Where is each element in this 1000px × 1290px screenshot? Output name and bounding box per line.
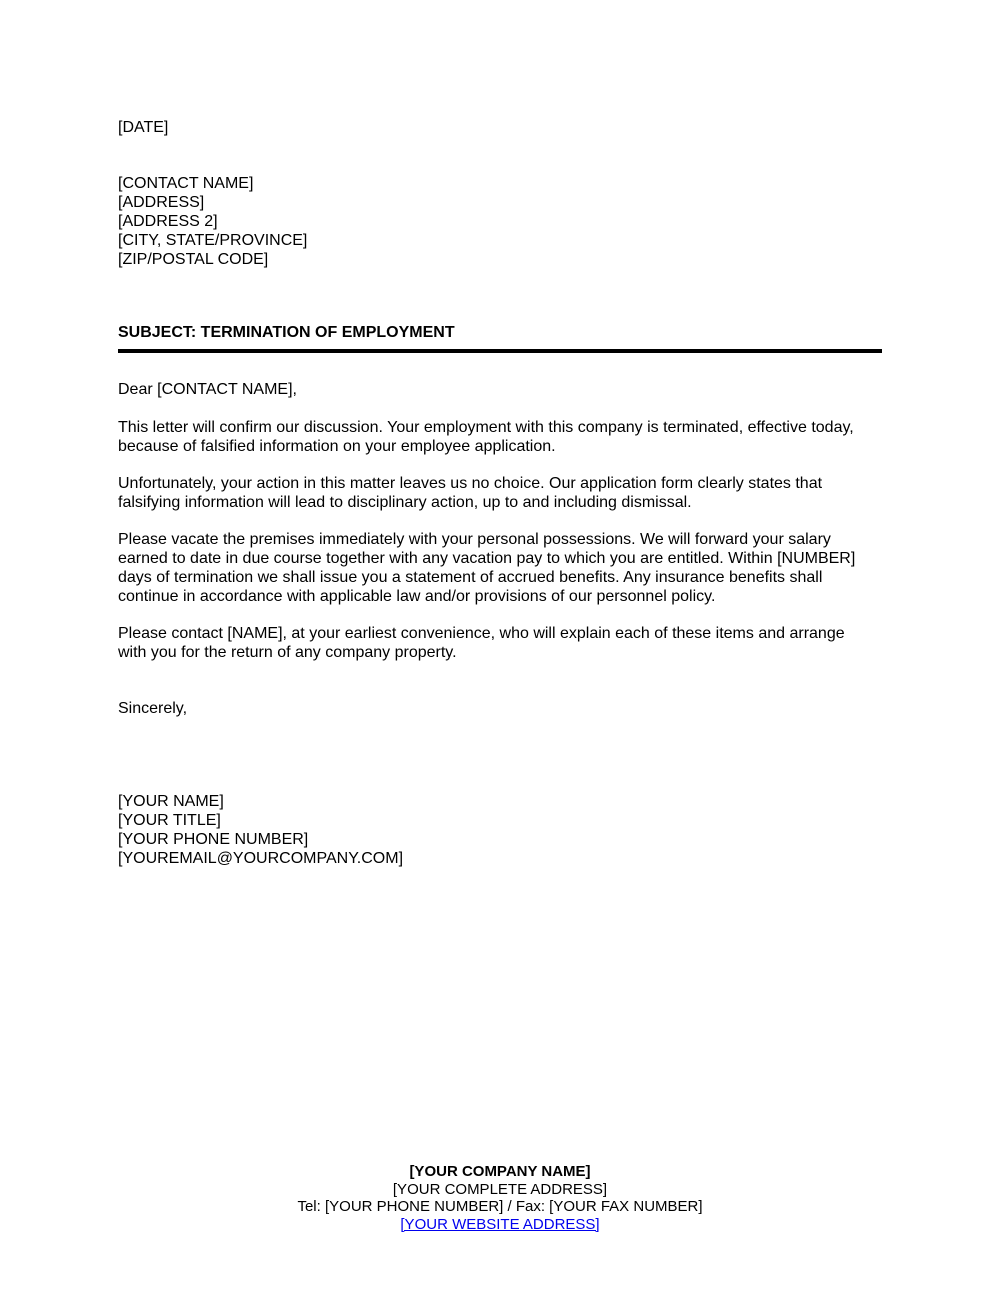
letter-date: [DATE]	[118, 119, 169, 136]
body-paragraph-4	[118, 624, 845, 662]
paragraph-line: with you for the return of any company property.	[118, 644, 457, 661]
paragraph-line: days of termination we shall issue you a statement of accrued benefits. Any insurance benefits shall	[118, 569, 823, 586]
recipient-address-2: [ADDRESS 2]	[118, 213, 218, 230]
footer-website-link[interactable]: [YOUR WEBSITE ADDRESS]	[400, 1215, 600, 1233]
signature-name: [YOUR NAME]	[118, 793, 224, 810]
body-paragraph-1	[118, 418, 854, 456]
subject-line: SUBJECT: TERMINATION OF EMPLOYMENT	[118, 324, 455, 341]
subject-divider	[118, 349, 882, 353]
recipient-city-state: [CITY, STATE/PROVINCE]	[118, 232, 308, 249]
paragraph-line: continue in accordance with applicable law and/or provisions of our personnel policy.	[118, 588, 716, 605]
recipient-contact-name: [CONTACT NAME]	[118, 175, 254, 192]
footer-address: [YOUR COMPLETE ADDRESS]	[392, 1180, 608, 1198]
paragraph-line: Please vacate the premises immediately with your personal possessions. We will forward your salary	[118, 531, 831, 548]
recipient-zip: [ZIP/POSTAL CODE]	[118, 251, 269, 268]
closing: Sincerely,	[118, 700, 188, 717]
footer-company-name: [YOUR COMPANY NAME]	[409, 1163, 591, 1180]
recipient-address: [ADDRESS]	[118, 194, 205, 211]
paragraph-line: falsifying information will lead to disciplinary action, up to and including dismissal.	[118, 494, 692, 511]
company-footer	[0, 1163, 1000, 1233]
body-paragraph-2	[118, 474, 822, 512]
paragraph-line: This letter will confirm our discussion. Your employment with this company is terminated, effective today,	[118, 419, 854, 436]
signature-block	[118, 792, 403, 868]
body-paragraph-3	[118, 530, 855, 606]
paragraph-line: Unfortunately, your action in this matter leaves us no choice. Our application form clearly states that	[118, 475, 823, 492]
signature-email: [YOUREMAIL@YOURCOMPANY.COM]	[118, 850, 404, 867]
signature-title: [YOUR TITLE]	[118, 812, 221, 829]
footer-tel-fax: Tel: [YOUR PHONE NUMBER] / Fax: [YOUR FAX NUMBER]	[297, 1198, 703, 1215]
paragraph-line: because of falsified information on your employee application.	[118, 438, 556, 455]
signature-phone: [YOUR PHONE NUMBER]	[118, 831, 309, 848]
salutation: Dear [CONTACT NAME],	[118, 381, 297, 398]
paragraph-line: Please contact [NAME], at your earliest convenience, who will explain each of these items and arrange	[118, 625, 845, 642]
paragraph-line: earned to date in due course together with any vacation pay to which you are entitled. Within [NUMBER]	[118, 550, 856, 567]
recipient-address-block	[118, 174, 307, 269]
